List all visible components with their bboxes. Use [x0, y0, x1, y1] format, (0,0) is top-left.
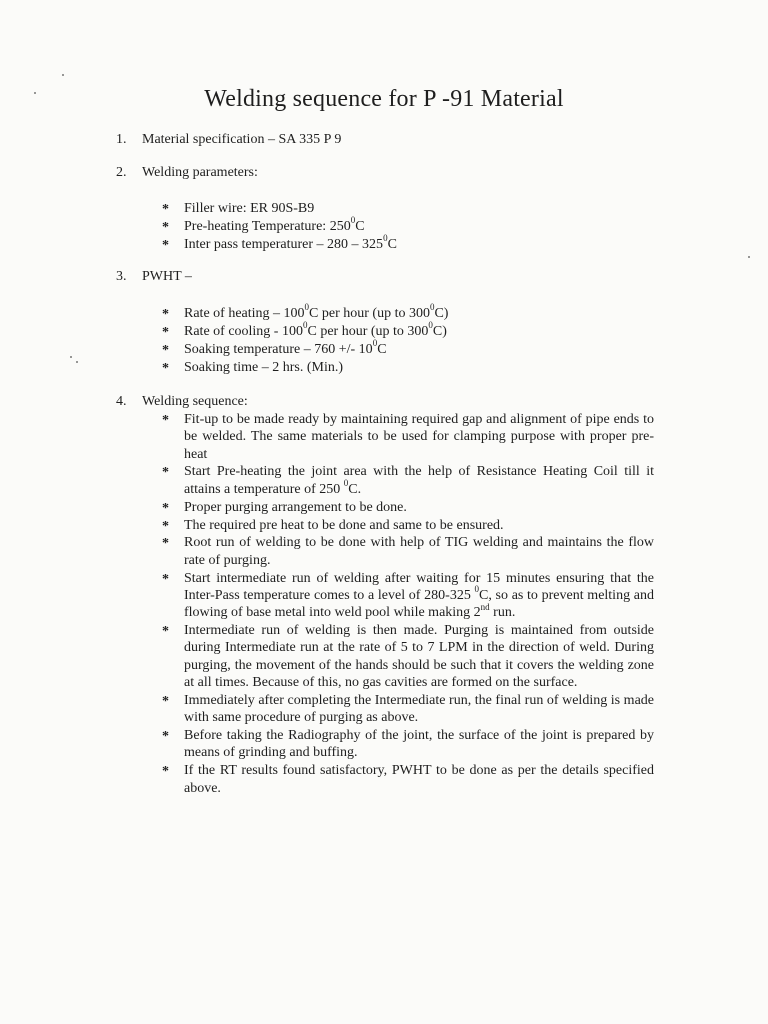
- list-item: * Proper purging arrangement to be done.: [160, 499, 654, 516]
- section-text: Material specification – SA 335 P 9: [142, 132, 342, 147]
- section-heading: Welding sequence:: [142, 394, 248, 409]
- list-item: * Soaking time – 2 hrs. (Min.): [160, 359, 660, 376]
- section-heading: PWHT –: [142, 269, 192, 284]
- section-4: [116, 393, 248, 410]
- list-item: * Rate of heating – $100^0C$ per hour (up to $300^0C$): [160, 305, 660, 322]
- list-item: * Fit-up to be made ready by maintaining required gap and alignment of pipe ends to be welded. The same materials to be used for clamping purpose with proper pre-heat: [160, 411, 654, 463]
- list-item: * Pre-heating Temperature: $250^0C$: [160, 218, 660, 235]
- list-item: * The required pre heat to be done and same to be ensured.: [160, 517, 654, 534]
- list-item: * Start Pre-heating the joint area with the help of Resistance Heating Coil till it attains a temperature of 250 $^0$C.: [160, 463, 654, 498]
- pwht-list: [160, 302, 660, 377]
- section-3: [116, 268, 192, 285]
- welding-parameters-list: [160, 200, 660, 254]
- section-number: 3.: [116, 269, 127, 284]
- scan-speck: [34, 92, 36, 94]
- scan-speck: [76, 361, 78, 363]
- section-1: [116, 131, 341, 148]
- section-number: 2.: [116, 165, 127, 180]
- list-item: * Root run of welding to be done with help of TIG welding and maintains the flow rate of purging.: [160, 534, 654, 569]
- list-item: * Soaking temperature – 760 +/- $10^0C$: [160, 341, 660, 358]
- list-item: * Start intermediate run of welding after waiting for 15 minutes ensuring that the Inter-Pass temperature comes to a level of 280-325 $^0$C, so as to prevent melting and flowing of base metal into weld pool while making 2nd run.: [160, 570, 654, 622]
- scan-speck: [748, 256, 750, 258]
- list-item: * Immediately after completing the Intermediate run, the final run of welding is made with same procedure of purging as above.: [160, 692, 654, 727]
- list-item: * Before taking the Radiography of the joint, the surface of the joint is prepared by means of grinding and buffing.: [160, 727, 654, 762]
- list-item: * Filler wire: ER 90S-B9: [160, 200, 660, 217]
- section-2: [116, 164, 258, 181]
- scan-speck: [62, 74, 64, 76]
- section-number: 1.: [116, 132, 127, 147]
- list-item: * Inter pass temperaturer – $280 - 325^0C$: [160, 236, 660, 253]
- section-number: 4.: [116, 394, 127, 409]
- list-item: * Intermediate run of welding is then made. Purging is maintained from outside during Intermediate run at the rate of 5 to 7 LPM in the direction of weld. During purging, the movement of the hands should be such that it covers the welding zone at all times. Because of this, no gas cavities are formed on the surface.: [160, 622, 654, 691]
- section-heading: Welding parameters:: [142, 165, 258, 180]
- list-item: * If the RT results found satisfactory, PWHT to be done as per the details specified above.: [160, 762, 654, 797]
- page-title: Welding sequence for P -91 Material: [204, 86, 564, 112]
- list-item: * Rate of cooling - $100^0C$ per hour (up to $300^0C$): [160, 323, 660, 340]
- scan-speck: [70, 356, 72, 358]
- welding-sequence-list: [160, 411, 654, 797]
